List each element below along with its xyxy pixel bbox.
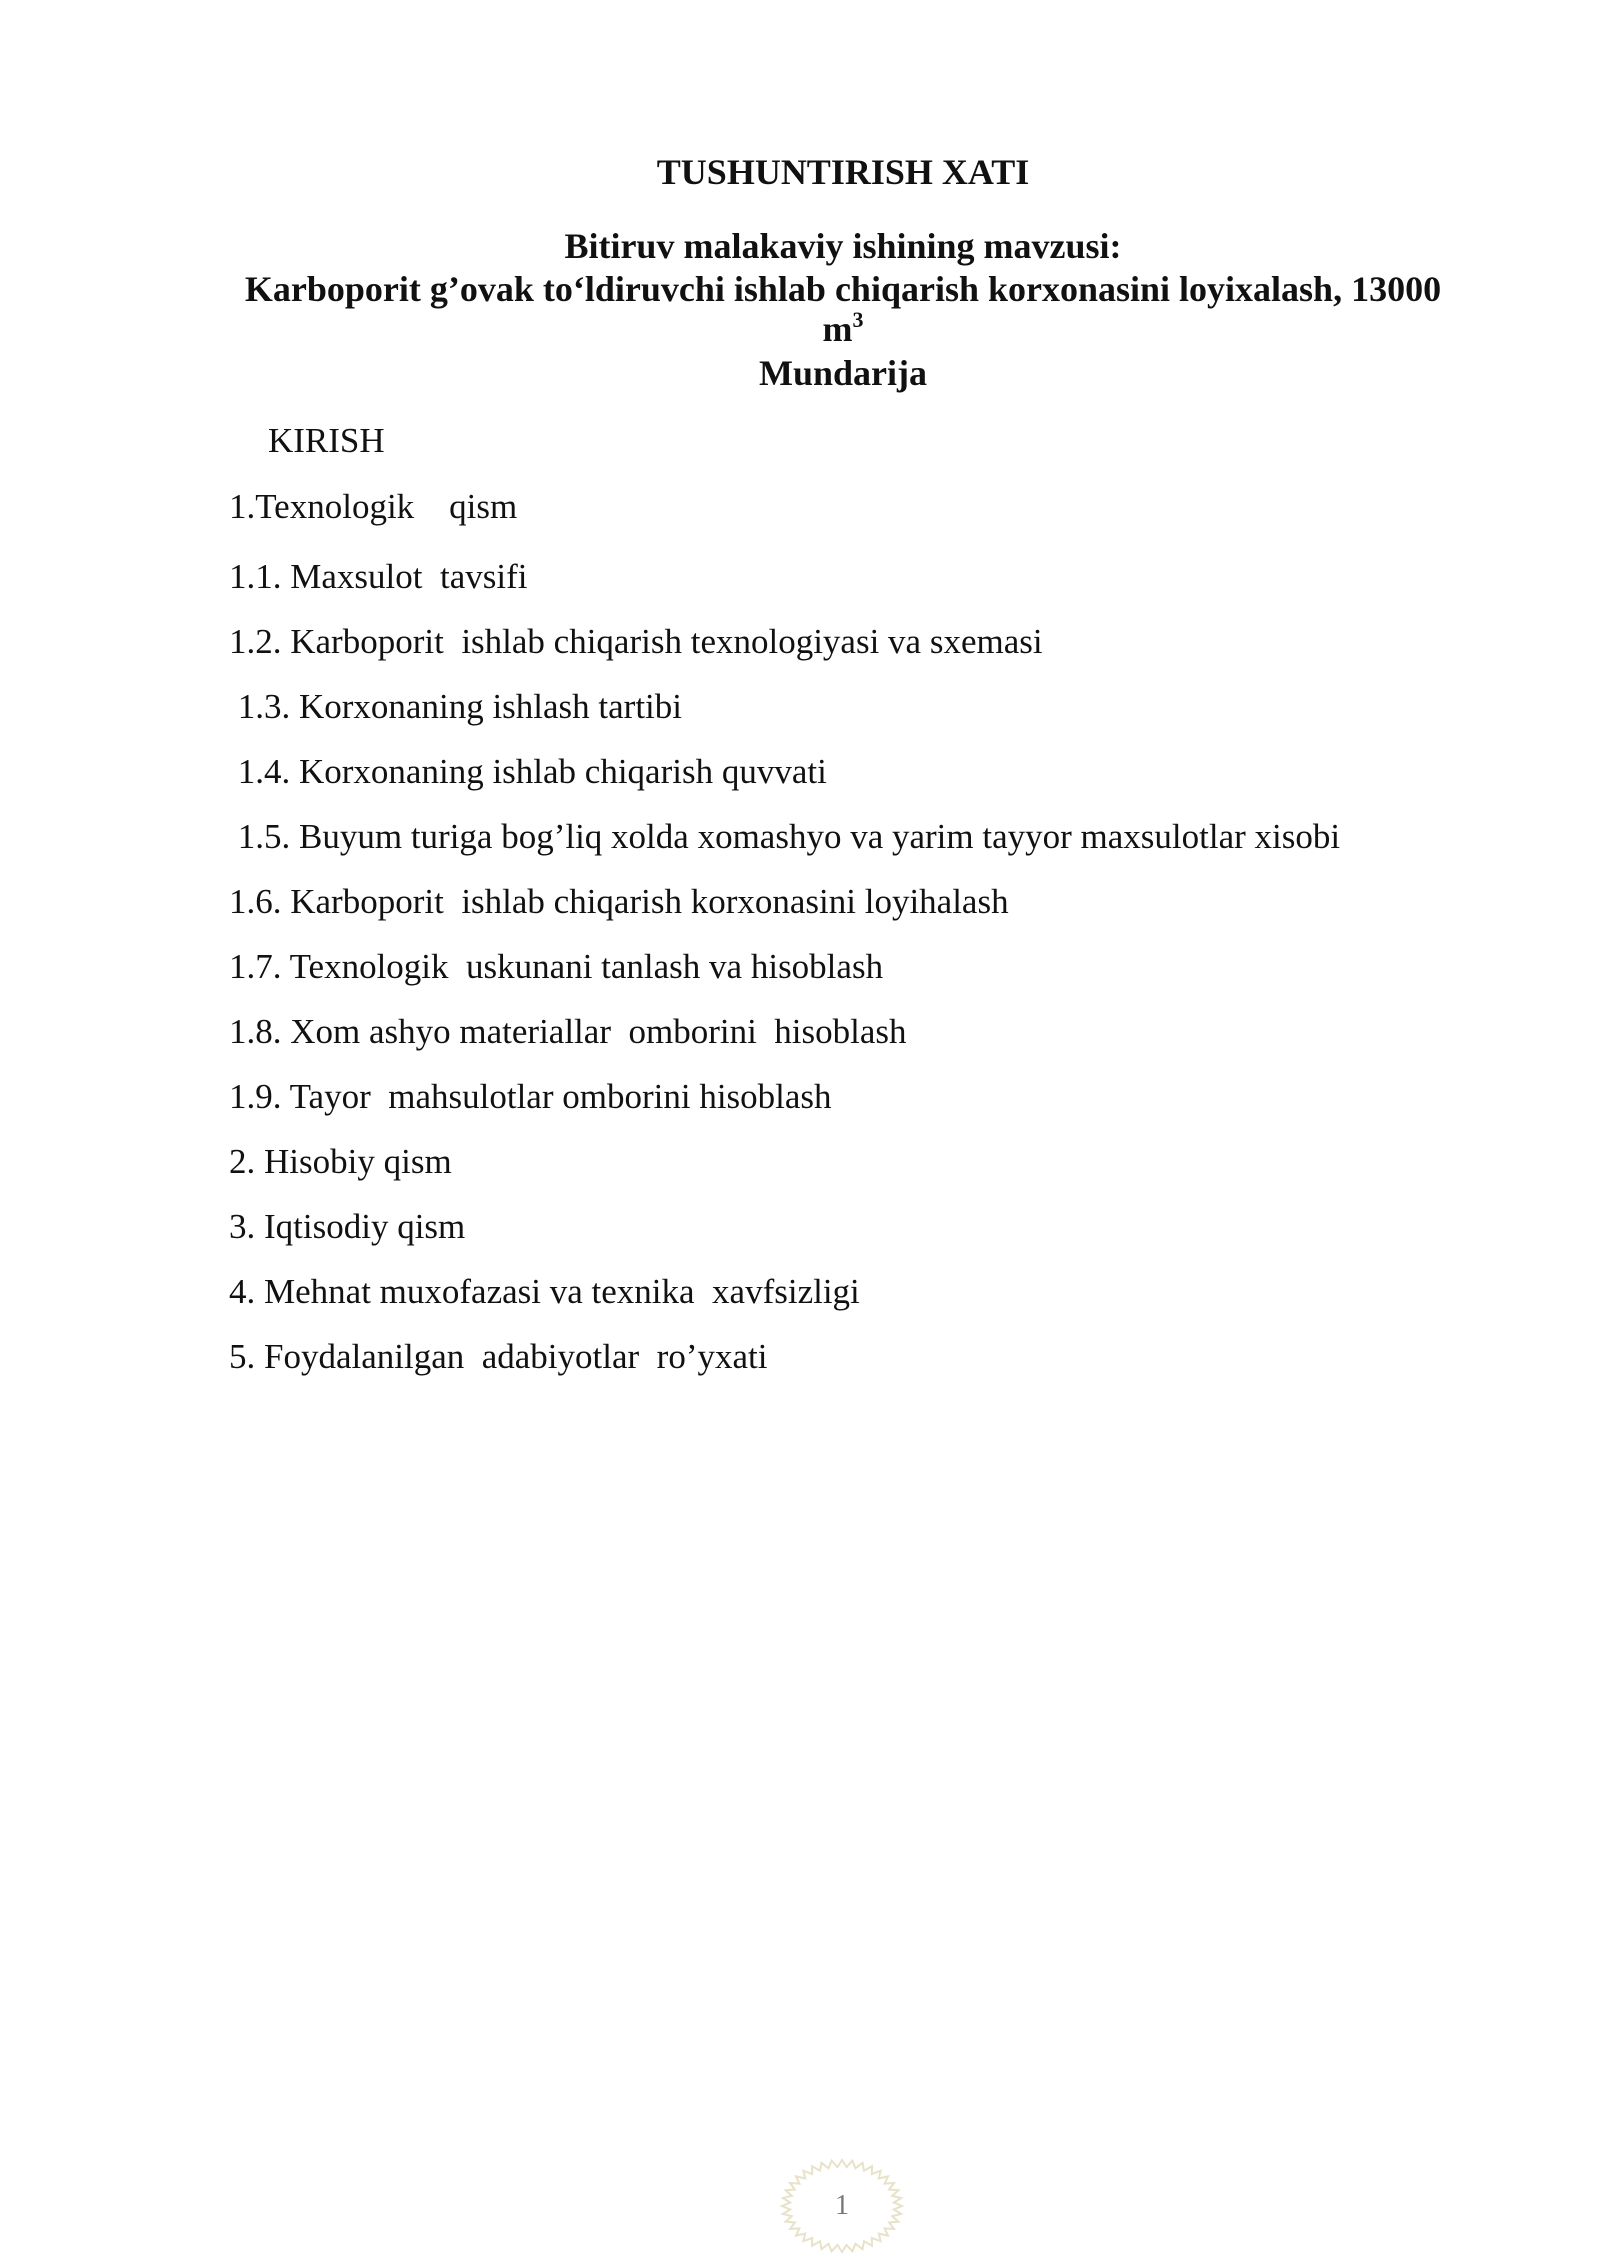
thesis-subtitle: Bitiruv malakaviy ishining mavzusi: <box>564 226 1122 266</box>
contents-heading: Mundarija <box>758 353 927 393</box>
page-number-badge <box>776 2156 908 2256</box>
page-number: 1 <box>835 2190 849 2221</box>
unit-exponent: 3 <box>852 307 864 332</box>
toc-item: 2. Hisobiy qism <box>229 1142 452 1181</box>
toc-item: 1.7. Texnologik uskunani tanlash va hisoblash <box>229 947 884 986</box>
toc-item: 1.1. Maxsulot tavsifi <box>229 557 528 596</box>
toc-item: 1.2. Karboporit ishlab chiqarish texnologiyasi va sxemasi <box>229 622 1043 661</box>
toc-item: 1.4. Korxonaning ishlab chiqarish quvvati <box>229 752 827 791</box>
toc-item: 4. Mehnat muxofazasi va texnika xavfsizligi <box>229 1272 860 1311</box>
unit-base: m <box>822 309 853 349</box>
toc-item: 1.8. Xom ashyo materiallar omborini hisoblash <box>229 1012 907 1051</box>
toc-item: 1.Texnologik qism <box>229 487 518 526</box>
toc-item: 5. Foydalanilgan adabiyotlar ro’yxati <box>229 1337 768 1376</box>
document-heading: TUSHUNTIRISH XATI <box>656 152 1030 192</box>
toc-item: 3. Iqtisodiy qism <box>229 1207 466 1246</box>
toc-item: 1.3. Korxonaning ishlash tartibi <box>229 687 683 726</box>
toc-item: 1.5. Buyum turiga bog’liq xolda xomashyo va yarim tayyor maxsulotlar xisobi <box>229 817 1341 856</box>
thesis-topic: Karboporit g’ovak to‘ldiruvchi ishlab chiqarish korxonasini loyixalash, 13000 <box>244 269 1442 309</box>
toc-item: 1.6. Karboporit ishlab chiqarish korxonasini loyihalash <box>229 882 1009 921</box>
toc-item: 1.9. Tayor mahsulotlar omborini hisoblash <box>229 1077 832 1116</box>
toc-item: KIRISH <box>268 421 385 460</box>
